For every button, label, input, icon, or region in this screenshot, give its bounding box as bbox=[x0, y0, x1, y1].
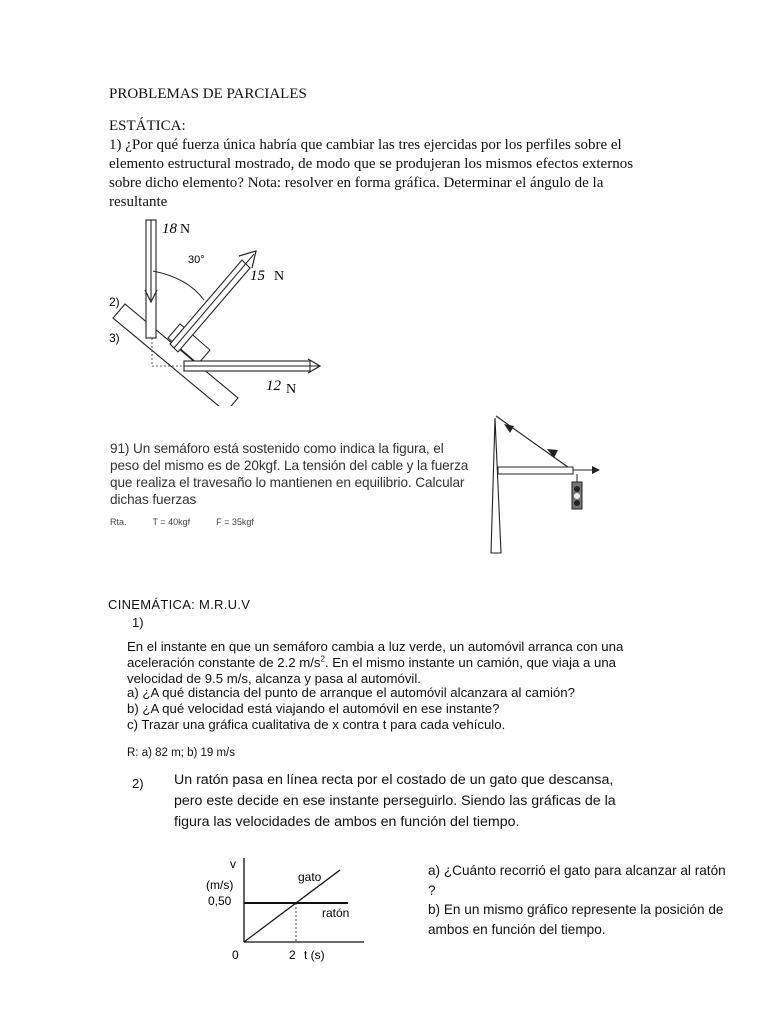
kinematics-problem-1-text bbox=[127, 639, 655, 688]
statics-problem-1: 1) ¿Por qué fuerza única habría que cambiar las tres ejercidas por los perfiles sobre el elemento estructural mostrado, de modo que se produjeran los mismos efectos externos sobre dicho elemento? Nota: resolver en forma gráfica. Determinar el ángulo de la resultante bbox=[109, 137, 634, 210]
profile-2 bbox=[113, 304, 238, 406]
question-a: a) ¿Cuánto recorrió el gato para alcanzar al ratón ? bbox=[428, 863, 726, 898]
problem-1-part2: . En el mismo instante un camión, que viaja a una velocidad de 9.5 m/s, alcanza y pasa al automóvil. bbox=[127, 655, 617, 687]
question-b: b) En un mismo gráfico represente la posición de ambos en función del tiempo. bbox=[428, 902, 724, 937]
velocity-time-chart bbox=[196, 852, 376, 964]
problem-91-answer bbox=[110, 517, 280, 527]
kinematics-problem-1-number: 1) bbox=[132, 615, 144, 630]
problem-91-text: 91) Un semáforo está sostenido como indica la figura, el peso del mismo es de 20kgf. La tensión del cable y la fuerza que realiza el travesaño lo mantienen en equilibrio. Calcular dichas fuerzas bbox=[110, 441, 469, 507]
x-axis-label: t (s) bbox=[304, 948, 325, 962]
forces-diagram bbox=[108, 216, 338, 406]
crossbar-arrowhead bbox=[592, 466, 600, 474]
answer-force: F = 35kgf bbox=[216, 517, 254, 527]
y-tick-label: 0,50 bbox=[208, 894, 232, 908]
force-15-value: 15 bbox=[250, 268, 265, 284]
force-12-unit: N bbox=[286, 382, 297, 397]
kinematics-problem-2-text: Un ratón pasa en línea recta por el costado de un gato que descansa, pero este decide en ese instante perseguirlo. Siendo las gráficas de la figura las velocidades de ambos en función del tiempo. bbox=[174, 772, 616, 830]
answer-tension: T = 40kgf bbox=[152, 517, 191, 527]
y-axis-unit: (m/s) bbox=[206, 878, 234, 892]
answer-label: Rta. bbox=[110, 517, 127, 527]
cable-arrowhead bbox=[504, 424, 514, 433]
force-18-value: 18 bbox=[162, 221, 177, 237]
force-18-unit: N bbox=[180, 222, 191, 237]
pole bbox=[491, 418, 501, 553]
crossbar bbox=[498, 467, 573, 474]
list-item: a) ¿A qué distancia del punto de arranque el automóvil alcanzara al camión? bbox=[127, 685, 575, 700]
statics-heading: ESTÁTICA: bbox=[109, 118, 186, 134]
legend-raton: ratón bbox=[322, 906, 350, 920]
force-15-unit: N bbox=[274, 269, 285, 284]
problem-1-superscript: 2 bbox=[320, 654, 325, 664]
problem-1-part1: En el instante en que un semáforo cambia a luz verde, un automóvil arranca con una aceleración constante de 2.2 m/s bbox=[127, 639, 624, 671]
kinematics-problem-2-number: 2) bbox=[132, 776, 144, 791]
force-12-value: 12 bbox=[266, 378, 281, 394]
label-3: 3) bbox=[109, 331, 120, 345]
x-tick-label-0: 0 bbox=[232, 948, 239, 962]
cable bbox=[496, 416, 572, 470]
y-axis-label: v bbox=[230, 857, 236, 871]
traffic-light-diagram bbox=[484, 412, 604, 558]
x-tick-label-2: 2 bbox=[289, 948, 296, 962]
list-item: c) Trazar una gráfica cualitativa de x contra t para cada vehículo. bbox=[127, 717, 506, 733]
page-title: PROBLEMAS DE PARCIALES bbox=[109, 86, 307, 102]
angle-label: 30° bbox=[188, 254, 205, 266]
kinematics-problem-1-answer: R: a) 82 m; b) 19 m/s bbox=[127, 747, 236, 759]
list-item: b) ¿A qué velocidad está viajando el automóvil en ese instante? bbox=[127, 701, 500, 717]
legend-gato: gato bbox=[298, 870, 322, 884]
kinematics-problem-1-items bbox=[127, 685, 575, 734]
label-2: 2) bbox=[109, 295, 120, 309]
kinematics-problem-2-questions bbox=[428, 861, 728, 939]
kinematics-heading: CINEMÁTICA: M.R.U.V bbox=[108, 597, 251, 612]
